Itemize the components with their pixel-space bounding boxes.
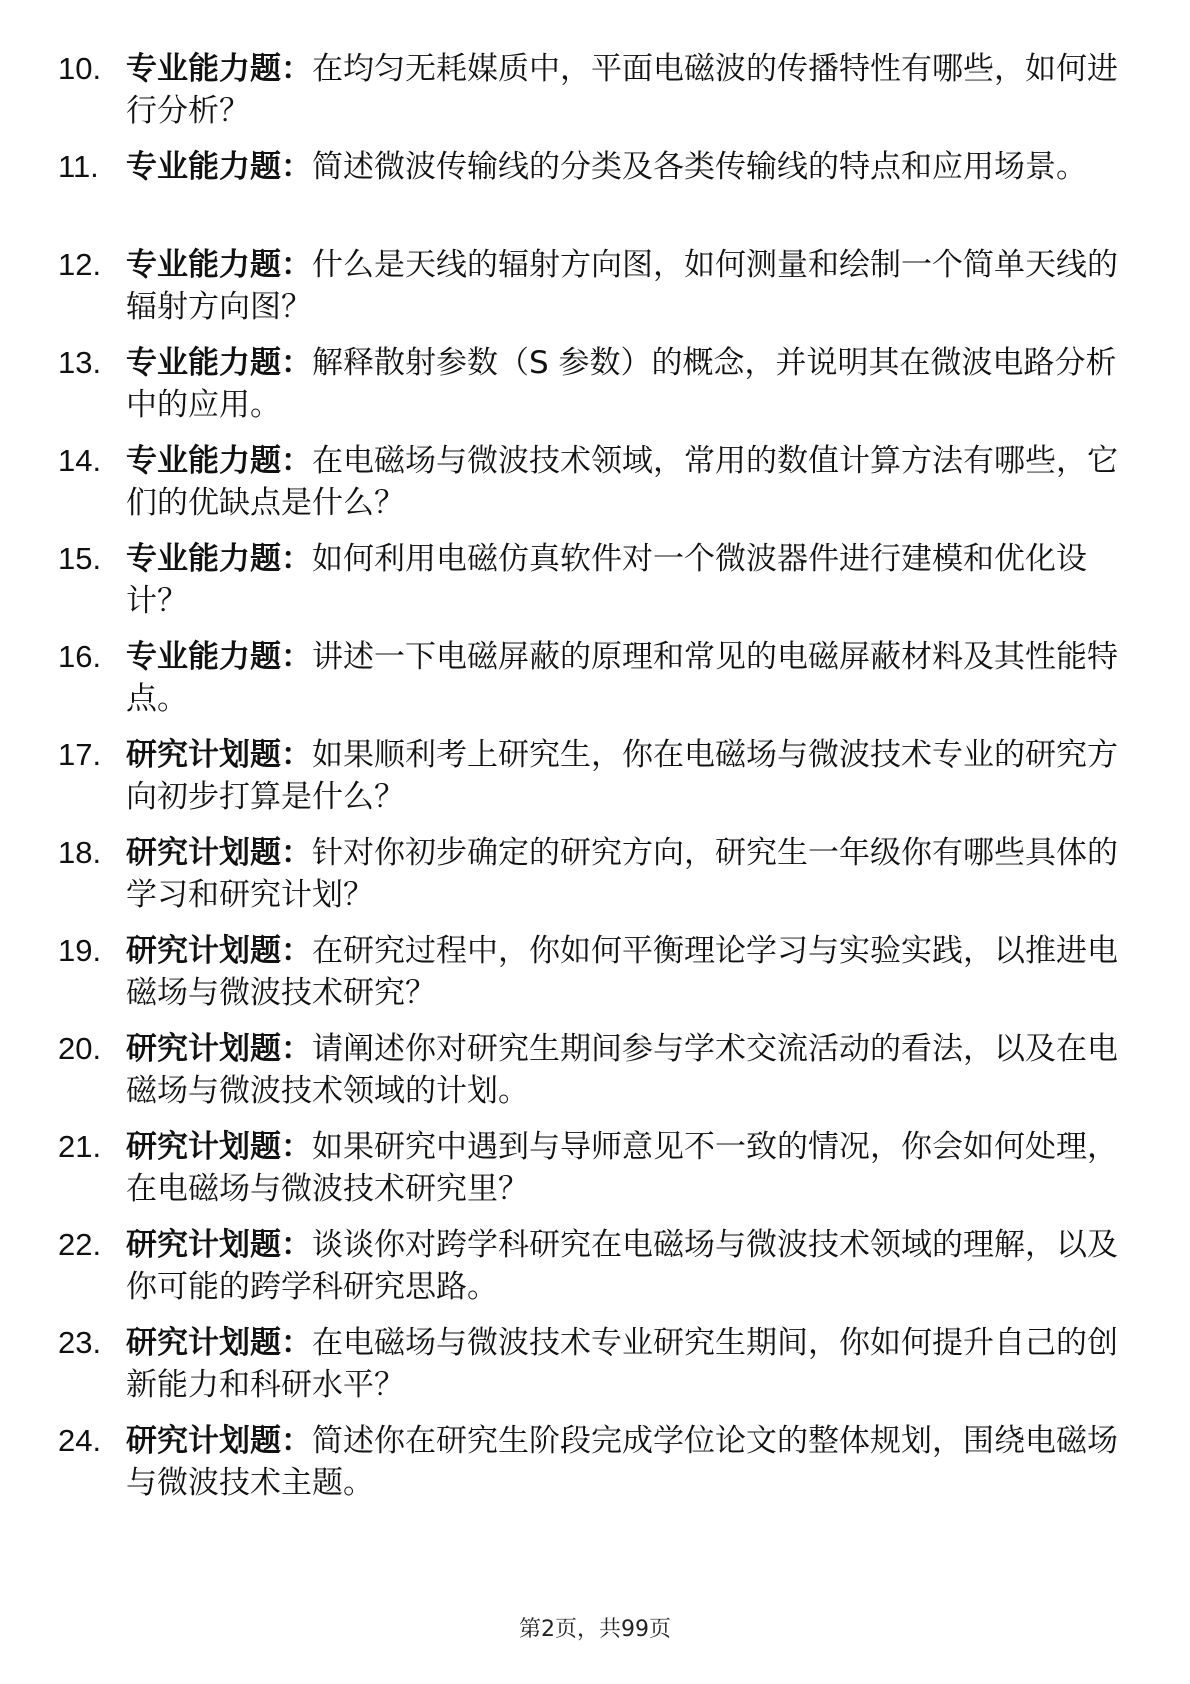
question-body bbox=[126, 1423, 1118, 1501]
question-body bbox=[126, 737, 1118, 815]
question-item bbox=[58, 832, 1118, 916]
question-text: 解释散射参数（S 参数）的概念，并说明其在微波电路分析中的应用。 bbox=[126, 345, 1117, 423]
question-item bbox=[58, 1322, 1118, 1406]
question-number: 13. bbox=[58, 345, 102, 380]
question-number: 19. bbox=[58, 933, 102, 968]
question-category: 研究计划题： bbox=[126, 1129, 312, 1165]
question-text: 请阐述你对研究生期间参与学术交流活动的看法，以及在电磁场与微波技术领域的计划。 bbox=[126, 1031, 1118, 1109]
question-category: 专业能力题： bbox=[126, 443, 312, 479]
question-number: 11. bbox=[58, 149, 99, 184]
question-category: 专业能力题： bbox=[126, 247, 312, 283]
question-number: 24. bbox=[58, 1423, 102, 1458]
question-item bbox=[58, 48, 1118, 132]
question-number: 16. bbox=[58, 639, 102, 674]
question-body bbox=[126, 247, 1118, 325]
question-category: 研究计划题： bbox=[126, 1325, 312, 1361]
question-item bbox=[58, 636, 1118, 720]
question-item bbox=[58, 440, 1118, 524]
question-list bbox=[58, 48, 1118, 1518]
question-number: 14. bbox=[58, 443, 102, 478]
question-item bbox=[58, 1126, 1118, 1210]
question-category: 专业能力题： bbox=[126, 541, 312, 577]
question-body bbox=[126, 443, 1118, 521]
question-body bbox=[126, 345, 1117, 423]
question-item bbox=[58, 1420, 1118, 1504]
question-number: 10. bbox=[58, 51, 102, 86]
question-item bbox=[58, 342, 1118, 426]
question-body bbox=[126, 51, 1118, 129]
question-category: 专业能力题： bbox=[126, 639, 312, 675]
question-item bbox=[58, 146, 1118, 230]
question-category: 研究计划题： bbox=[126, 1423, 312, 1459]
question-body bbox=[126, 149, 1087, 185]
question-item bbox=[58, 538, 1118, 622]
question-category: 专业能力题： bbox=[126, 345, 312, 381]
question-category: 研究计划题： bbox=[126, 933, 312, 969]
question-text: 针对你初步确定的研究方向，研究生一年级你有哪些具体的学习和研究计划？ bbox=[126, 835, 1118, 913]
question-text: 在电磁场与微波技术领域，常用的数值计算方法有哪些，它们的优缺点是什么？ bbox=[126, 443, 1118, 521]
question-text: 如果研究中遇到与导师意见不一致的情况，你会如何处理，在电磁场与微波技术研究里？ bbox=[126, 1129, 1118, 1207]
question-body bbox=[126, 835, 1118, 913]
question-body bbox=[126, 1031, 1118, 1109]
question-item bbox=[58, 244, 1118, 328]
question-category: 研究计划题： bbox=[126, 1031, 312, 1067]
question-category: 研究计划题： bbox=[126, 835, 312, 871]
question-number: 20. bbox=[58, 1031, 102, 1066]
question-number: 21. bbox=[58, 1129, 102, 1164]
question-text: 什么是天线的辐射方向图，如何测量和绘制一个简单天线的辐射方向图？ bbox=[126, 247, 1118, 325]
question-text: 在电磁场与微波技术专业研究生期间，你如何提升自己的创新能力和科研水平？ bbox=[126, 1325, 1118, 1403]
question-text: 讲述一下电磁屏蔽的原理和常见的电磁屏蔽材料及其性能特点。 bbox=[126, 639, 1118, 717]
question-number: 23. bbox=[58, 1325, 102, 1360]
question-body bbox=[126, 1227, 1118, 1305]
question-number: 12. bbox=[58, 247, 102, 282]
question-text: 简述微波传输线的分类及各类传输线的特点和应用场景。 bbox=[312, 149, 1087, 185]
question-text: 简述你在研究生阶段完成学位论文的整体规划，围绕电磁场与微波技术主题。 bbox=[126, 1423, 1118, 1501]
question-number: 17. bbox=[58, 737, 102, 772]
page-number-footer: 第2页，共99页 bbox=[519, 1617, 671, 1642]
question-number: 22. bbox=[58, 1227, 102, 1262]
question-category: 专业能力题： bbox=[126, 149, 312, 185]
question-item bbox=[58, 1224, 1118, 1308]
question-category: 研究计划题： bbox=[126, 737, 312, 773]
question-body bbox=[126, 1325, 1118, 1403]
question-text: 如何利用电磁仿真软件对一个微波器件进行建模和优化设计？ bbox=[126, 541, 1087, 619]
question-text: 在均匀无耗媒质中，平面电磁波的传播特性有哪些，如何进行分析？ bbox=[126, 51, 1118, 129]
question-text: 谈谈你对跨学科研究在电磁场与微波技术领域的理解，以及你可能的跨学科研究思路。 bbox=[126, 1227, 1118, 1305]
question-body bbox=[126, 639, 1118, 717]
question-category: 研究计划题： bbox=[126, 1227, 312, 1263]
question-text: 在研究过程中，你如何平衡理论学习与实验实践，以推进电磁场与微波技术研究？ bbox=[126, 933, 1118, 1011]
question-item bbox=[58, 930, 1118, 1014]
question-item bbox=[58, 734, 1118, 818]
question-number: 18. bbox=[58, 835, 102, 870]
question-number: 15. bbox=[58, 541, 102, 576]
question-category: 专业能力题： bbox=[126, 51, 312, 87]
question-item bbox=[58, 1028, 1118, 1112]
question-body bbox=[126, 933, 1118, 1011]
question-body bbox=[126, 541, 1087, 619]
question-body bbox=[126, 1129, 1118, 1207]
question-text: 如果顺利考上研究生，你在电磁场与微波技术专业的研究方向初步打算是什么？ bbox=[126, 737, 1118, 815]
